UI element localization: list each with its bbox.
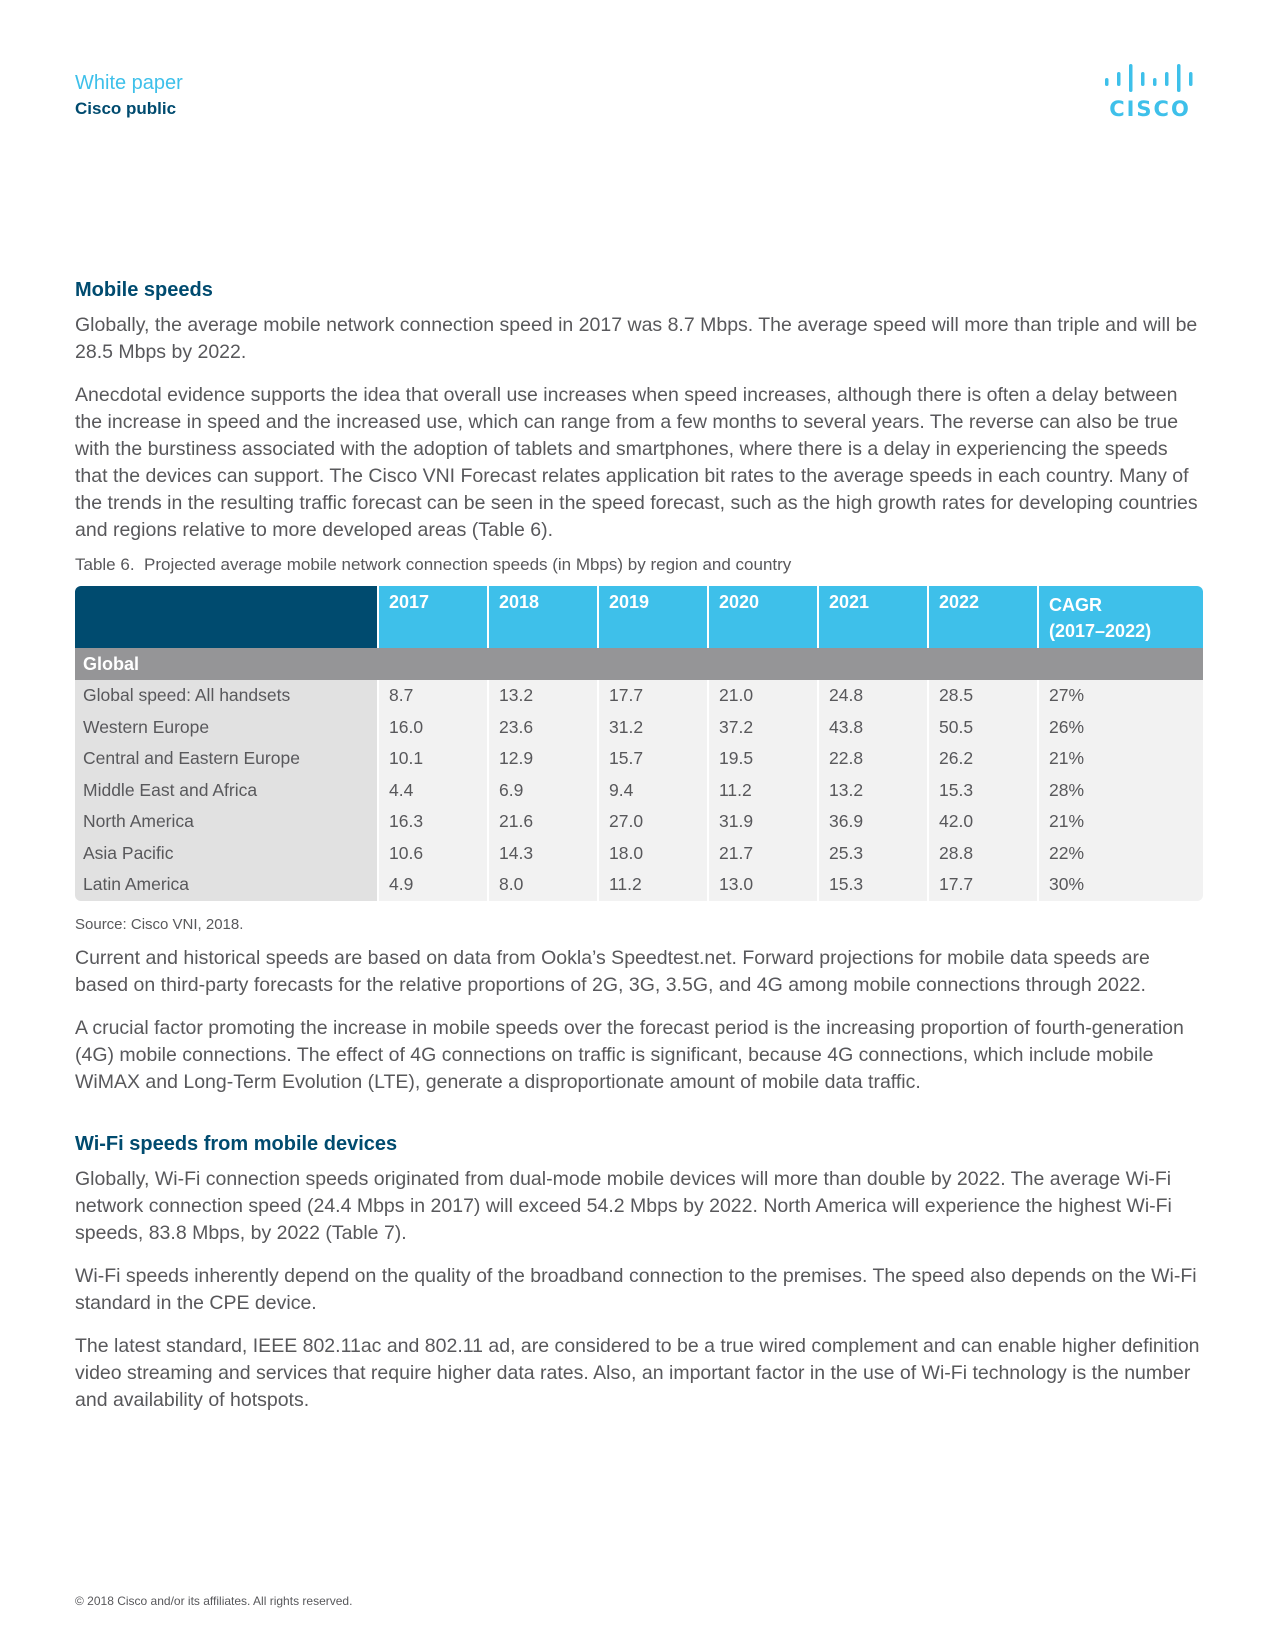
table-cell: 4.9 xyxy=(377,869,487,901)
table-cell: 37.2 xyxy=(707,712,817,744)
section-spacer xyxy=(75,1112,1203,1130)
column-header: 2017 xyxy=(377,586,487,648)
table-row xyxy=(75,743,1203,775)
table-cell: 26.2 xyxy=(927,743,1037,775)
column-header: 2022 xyxy=(927,586,1037,648)
table-row xyxy=(75,680,1203,712)
table-cell: 28.5 xyxy=(927,680,1037,712)
column-header: 2020 xyxy=(707,586,817,648)
row-label: Global speed: All handsets xyxy=(75,680,377,712)
table-cell: 8.7 xyxy=(377,680,487,712)
table-cell: 36.9 xyxy=(817,806,927,838)
mobile-speeds-table xyxy=(75,586,1203,901)
logo-bar xyxy=(1105,78,1109,86)
row-label: North America xyxy=(75,806,377,838)
table-caption-label: Table 6. xyxy=(75,555,135,574)
table-row xyxy=(75,869,1203,901)
column-header: 2018 xyxy=(487,586,597,648)
table-cell: 24.8 xyxy=(817,680,927,712)
logo-bar xyxy=(1189,72,1193,86)
table-cell: 13.2 xyxy=(817,775,927,807)
cagr-header-line1: CAGR xyxy=(1049,595,1102,615)
table-row xyxy=(75,712,1203,744)
table-row xyxy=(75,806,1203,838)
table-cell: 31.2 xyxy=(597,712,707,744)
table-cell: 13.2 xyxy=(487,680,597,712)
table-cell: 16.3 xyxy=(377,806,487,838)
cisco-logo xyxy=(1102,64,1200,120)
table-cell: 27.0 xyxy=(597,806,707,838)
table-source: Source: Cisco VNI, 2018. xyxy=(75,915,244,933)
paragraph: Globally, the average mobile network connection speed in 2017 was 8.7 Mbps. The average speed will more than triple and will be 28.5 Mbps by 2022. xyxy=(75,314,1198,363)
table-cell: 11.2 xyxy=(597,869,707,901)
table-cell: 43.8 xyxy=(817,712,927,744)
table-cell: 8.0 xyxy=(487,869,597,901)
table-cell: 15.3 xyxy=(817,869,927,901)
table-group-row xyxy=(75,648,1203,680)
table-cell: 12.9 xyxy=(487,743,597,775)
table-cell: 42.0 xyxy=(927,806,1037,838)
logo-wordmark: CISCO xyxy=(1109,97,1191,120)
table-cell-cagr: 21% xyxy=(1037,806,1203,838)
main-content xyxy=(75,276,1203,1430)
table-cell: 14.3 xyxy=(487,838,597,870)
logo-bar xyxy=(1165,72,1169,86)
table-cell: 31.9 xyxy=(707,806,817,838)
document-classification: Cisco public xyxy=(75,99,177,118)
table-header-row xyxy=(75,586,1203,648)
table-cell: 11.2 xyxy=(707,775,817,807)
table-cell: 15.3 xyxy=(927,775,1037,807)
row-label: Middle East and Africa xyxy=(75,775,377,807)
table-caption xyxy=(75,554,1203,576)
table-cell: 21.6 xyxy=(487,806,597,838)
paragraph: Current and historical speeds are based on data from Ookla’s Speedtest.net. Forward projections for mobile data speeds are based on third-party forecasts for the relative proportions of 2G, 3G, 3.5G, and 4G among mobile connections through 2022. xyxy=(75,946,1150,996)
table-cell: 19.5 xyxy=(707,743,817,775)
paragraph: A crucial factor promoting the increase in mobile speeds over the forecast period is the increasing proportion of fourth-generation (4G) mobile connections. The effect of 4G connections on traffic is significant, because 4G connections, which include mobile WiMAX and Long-Term Evolution (LTE), generate a disproportionate amount of mobile data traffic. xyxy=(75,1016,1184,1093)
table-cell: 16.0 xyxy=(377,712,487,744)
table-cell: 15.7 xyxy=(597,743,707,775)
table-cell: 17.7 xyxy=(597,680,707,712)
column-header: 2019 xyxy=(597,586,707,648)
table-cell: 23.6 xyxy=(487,712,597,744)
table-cell-cagr: 22% xyxy=(1037,838,1203,870)
table-header-corner xyxy=(75,586,377,648)
row-label: Western Europe xyxy=(75,712,377,744)
row-label: Central and Eastern Europe xyxy=(75,743,377,775)
table-cell: 13.0 xyxy=(707,869,817,901)
column-header: 2021 xyxy=(817,586,927,648)
table-cell: 21.0 xyxy=(707,680,817,712)
table-caption-text: Projected average mobile network connection speeds (in Mbps) by region and country xyxy=(144,555,792,574)
row-label: Latin America xyxy=(75,869,377,901)
paragraph: The latest standard, IEEE 802.11ac and 802.11 ad, are considered to be a true wired complement and can enable higher definition video streaming and services that require higher data rates. Also, an important factor in the use of Wi-Fi technology is the number and availability of hotspots. xyxy=(75,1334,1200,1411)
logo-bar xyxy=(1129,64,1133,92)
table-cell-cagr: 26% xyxy=(1037,712,1203,744)
table-cell: 4.4 xyxy=(377,775,487,807)
footer-copyright: © 2018 Cisco and/or its affiliates. All rights reserved. xyxy=(75,1594,353,1608)
table-cell: 9.4 xyxy=(597,775,707,807)
paragraph: Wi-Fi speeds inherently depend on the quality of the broadband connection to the premises. The speed also depends on the Wi-Fi standard in the CPE device. xyxy=(75,1264,1197,1314)
table-cell-cagr: 27% xyxy=(1037,680,1203,712)
table-cell: 28.8 xyxy=(927,838,1037,870)
table-cell: 50.5 xyxy=(927,712,1037,744)
table-cell-cagr: 30% xyxy=(1037,869,1203,901)
logo-bar xyxy=(1117,72,1121,86)
table-cell-cagr: 21% xyxy=(1037,743,1203,775)
logo-bar xyxy=(1177,64,1181,92)
section-heading-mobile-speeds: Mobile speeds xyxy=(75,279,213,301)
table-cell: 18.0 xyxy=(597,838,707,870)
document-type: White paper xyxy=(75,72,183,94)
table-cell: 25.3 xyxy=(817,838,927,870)
table-cell: 10.1 xyxy=(377,743,487,775)
section-heading-wifi-speeds: Wi-Fi speeds from mobile devices xyxy=(75,1132,398,1155)
table-cell: 6.9 xyxy=(487,775,597,807)
table-row xyxy=(75,838,1203,870)
logo-bar xyxy=(1153,78,1157,86)
paragraph: Globally, Wi-Fi connection speeds originated from dual-mode mobile devices will more than double by 2022. The average Wi-Fi network connection speed (24.4 Mbps in 2017) will exceed 54.2 Mbps by 2022. North America will experience the highest Wi-Fi speeds, 83.8 Mbps, by 2022 (Table 7). xyxy=(75,1167,1172,1244)
column-header-cagr xyxy=(1037,586,1203,648)
row-label: Asia Pacific xyxy=(75,838,377,870)
table-cell: 21.7 xyxy=(707,838,817,870)
group-label: Global xyxy=(75,648,1203,680)
table-cell: 22.8 xyxy=(817,743,927,775)
table-cell: 17.7 xyxy=(927,869,1037,901)
table-cell-cagr: 28% xyxy=(1037,775,1203,807)
table-cell: 10.6 xyxy=(377,838,487,870)
table-row xyxy=(75,775,1203,807)
logo-bar xyxy=(1141,72,1145,86)
paragraph: Anecdotal evidence supports the idea that overall use increases when speed increases, although there is often a delay between the increase in speed and the increased use, which can range from a few months to several years. The reverse can also be true with the burstiness associated with the adoption of tablets and smartphones, where there is a delay in experiencing the speeds that the devices can support. The Cisco VNI Forecast relates application bit rates to the average speeds in each country. Many of the trends in the resulting traffic forecast can be seen in the speed forecast, such as the high growth rates for developing countries and regions relative to more developed areas (Table 6). xyxy=(75,384,1198,541)
cagr-header-line2: (2017–2022) xyxy=(1049,621,1152,641)
